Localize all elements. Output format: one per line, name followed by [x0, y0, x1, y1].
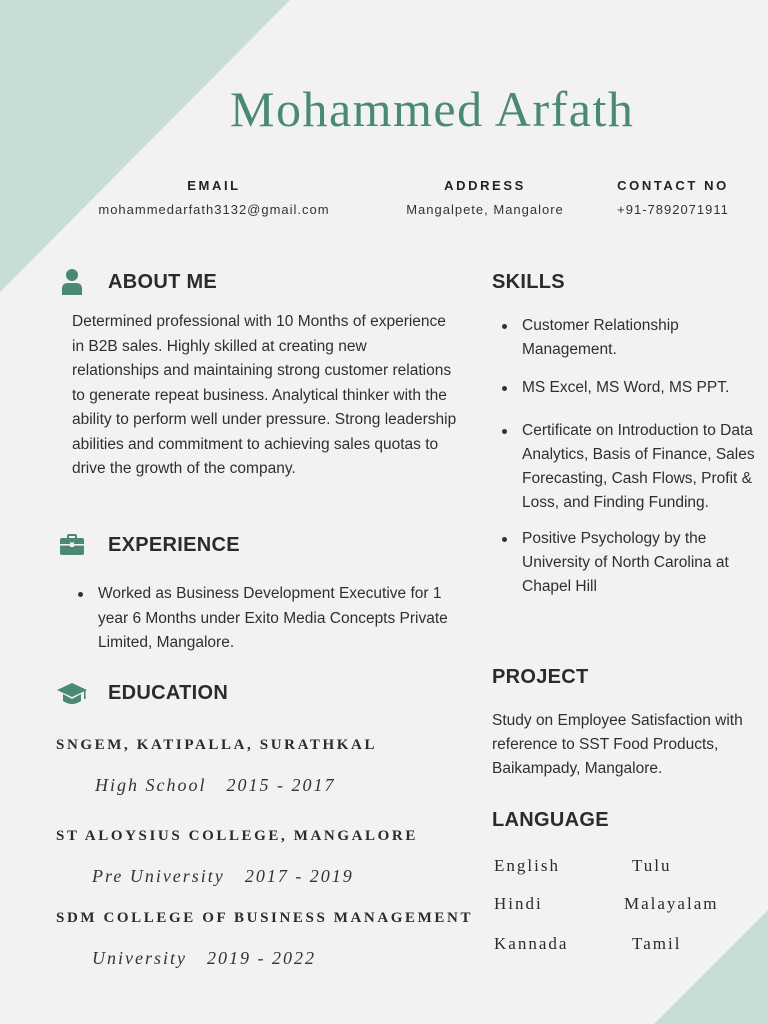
experience-title: EXPERIENCE — [108, 534, 240, 556]
language-item: English — [494, 856, 560, 875]
contact-phone — [608, 178, 738, 217]
education-detail — [92, 948, 316, 969]
contact-phone-value: +91-7892071911 — [617, 202, 729, 217]
education-years: 2017 - 2019 — [244, 866, 354, 886]
contact-email-value: mohammedarfath3132@gmail.com — [98, 202, 330, 217]
education-title: EDUCATION — [108, 682, 229, 704]
education-level: University — [92, 948, 187, 968]
education-level: High School — [95, 775, 207, 795]
skills-title: SKILLS — [492, 271, 565, 293]
skill-item: Positive Psychology by the University of North Carolina at Chapel Hill — [492, 527, 757, 599]
contact-address — [390, 178, 580, 217]
education-detail — [95, 775, 336, 796]
contact-address-value: Mangalpete, Mangalore — [406, 202, 564, 217]
contact-phone-label: CONTACT NO — [617, 178, 729, 193]
contact-email-label: EMAIL — [187, 178, 241, 193]
skill-item: Customer Relationship Management. — [492, 314, 757, 362]
education-school: SNGEM, KATIPALLA, SURATHKAL — [56, 737, 378, 753]
education-years: 2015 - 2017 — [226, 775, 336, 795]
education-detail — [92, 866, 354, 887]
person-icon — [61, 268, 83, 296]
about-text: Determined professional with 10 Months of experience in B2B sales. Highly skilled at creating new relationships and maintaining strong customer relations to generate repeat business. Analytical thinker with the ability to perform well under pressure. Strong leadership abilities and commitment to achieving sales quotas to drive the growth of the company. — [72, 313, 457, 477]
experience-item: Worked as Business Development Executive for 1 year 6 Months under Exito Media Concepts Private Limited, Mangalore. — [68, 582, 448, 656]
language-item: Tulu — [632, 856, 672, 875]
experience-list — [68, 582, 448, 656]
language-title: LANGUAGE — [492, 809, 609, 831]
graduation-cap-icon — [56, 682, 88, 708]
skills-list — [492, 314, 757, 599]
decorative-triangle-top-left — [0, 0, 290, 292]
education-years: 2019 - 2022 — [206, 948, 316, 968]
project-title: PROJECT — [492, 666, 589, 688]
contact-email — [82, 178, 346, 217]
decorative-triangle-bottom-right — [654, 910, 768, 1024]
resume-name: Mohammed Arfath — [230, 81, 635, 137]
education-school: ST ALOYSIUS COLLEGE, MANGALORE — [56, 828, 418, 844]
education-school: SDM COLLEGE OF BUSINESS MANAGEMENT — [56, 910, 474, 926]
about-title: ABOUT ME — [108, 271, 218, 293]
language-item: Hindi — [494, 894, 543, 913]
language-item: Malayalam — [624, 894, 719, 913]
language-item: Kannada — [494, 934, 569, 953]
briefcase-icon — [59, 534, 85, 556]
project-text: Study on Employee Satisfaction with reference to SST Food Products, Baikampady, Mangalore. — [492, 712, 743, 777]
skill-item: MS Excel, MS Word, MS PPT. — [492, 376, 757, 400]
education-level: Pre University — [92, 866, 225, 886]
language-item: Tamil — [632, 934, 682, 953]
contact-address-label: ADDRESS — [444, 178, 526, 193]
skill-item: Certificate on Introduction to Data Analytics, Basis of Finance, Sales Forecasting, Cash Flows, Profit & Loss, and Finding Funding. — [492, 419, 757, 515]
